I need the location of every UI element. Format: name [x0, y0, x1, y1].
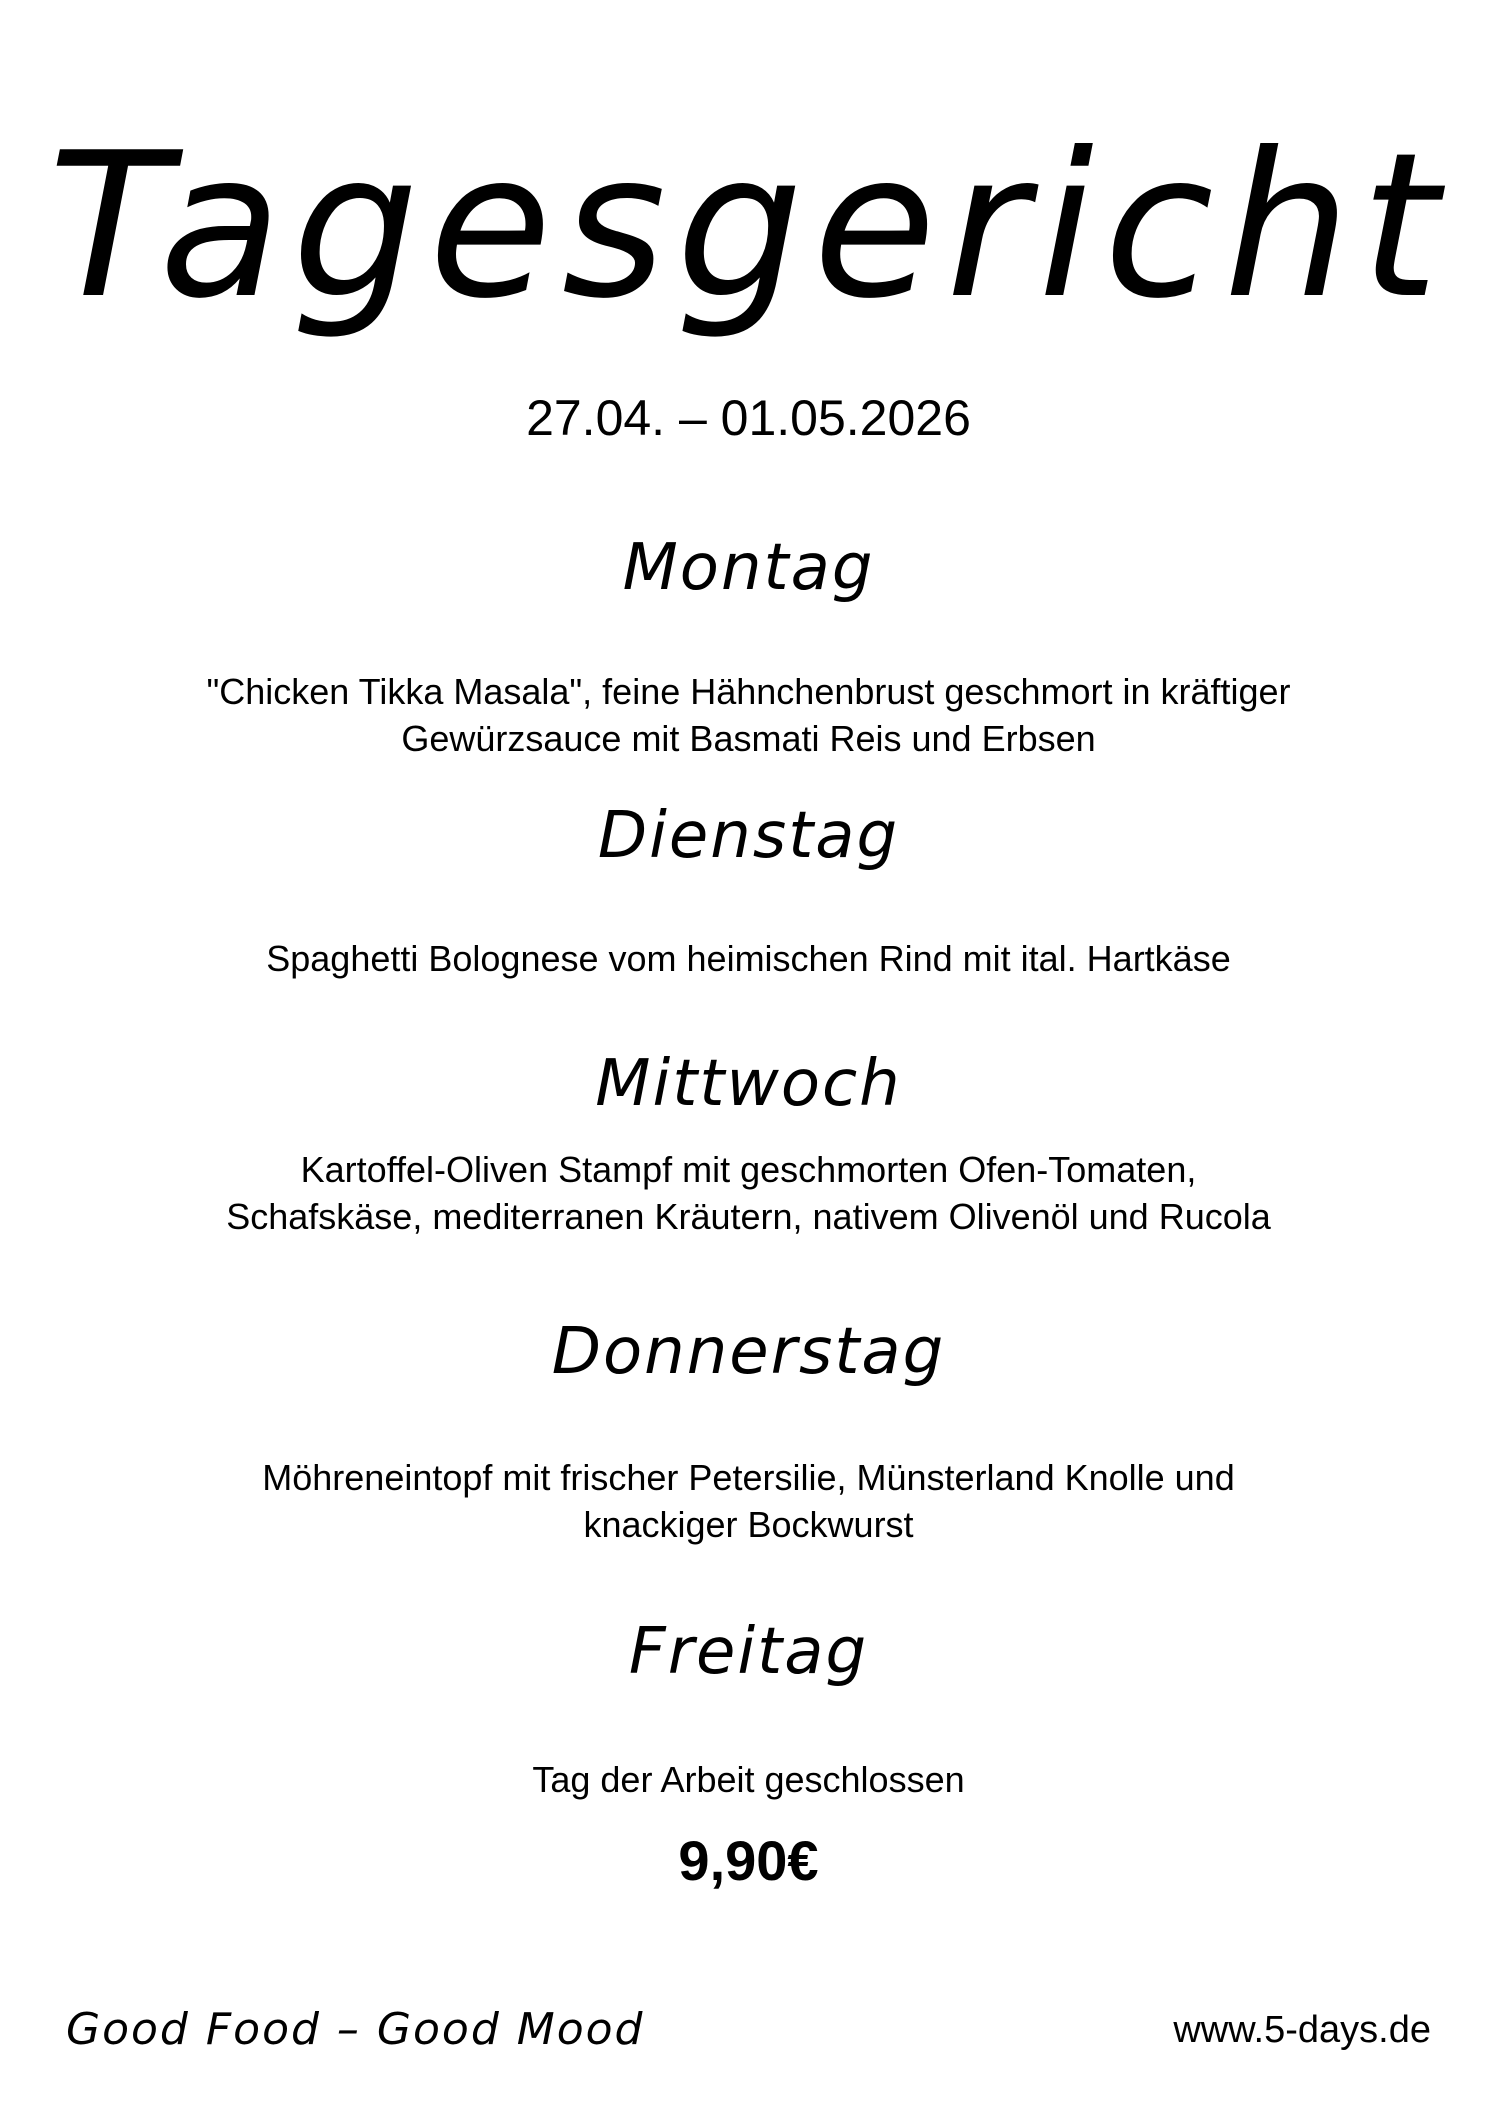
day-heading-wednesday: Mittwoch: [595, 1047, 902, 1121]
footer-website: www.5-days.de: [1173, 2009, 1431, 2051]
day-heading-thursday: Donnerstag: [551, 1315, 946, 1389]
dish-wednesday: Kartoffel-Oliven Stampf mit geschmorten Ofen-Tomaten, Schafskäse, mediterranen Kräutern, nativem Olivenöl und Rucola: [226, 1149, 1271, 1237]
price: 9,90€: [678, 1829, 819, 1892]
dish-thursday: Möhreneintopf mit frischer Petersilie, Münsterland Knolle und knackiger Bockwurst: [262, 1457, 1235, 1545]
footer-slogan: Good Food – Good Mood: [66, 2004, 645, 2055]
dish-friday: Tag der Arbeit geschlossen: [532, 1759, 965, 1800]
day-heading-monday: Montag: [622, 531, 875, 605]
page-title: Tagesgericht: [48, 110, 1449, 343]
dish-monday: "Chicken Tikka Masala", feine Hähnchenbrust geschmort in kräftiger Gewürzsauce mit Basmati Reis und Erbsen: [206, 671, 1291, 759]
date-range: 27.04. – 01.05.2026: [526, 390, 971, 446]
day-heading-tuesday: Dienstag: [597, 799, 900, 873]
day-heading-friday: Freitag: [628, 1615, 869, 1689]
dish-tuesday: Spaghetti Bolognese vom heimischen Rind mit ital. Hartkäse: [266, 938, 1231, 979]
